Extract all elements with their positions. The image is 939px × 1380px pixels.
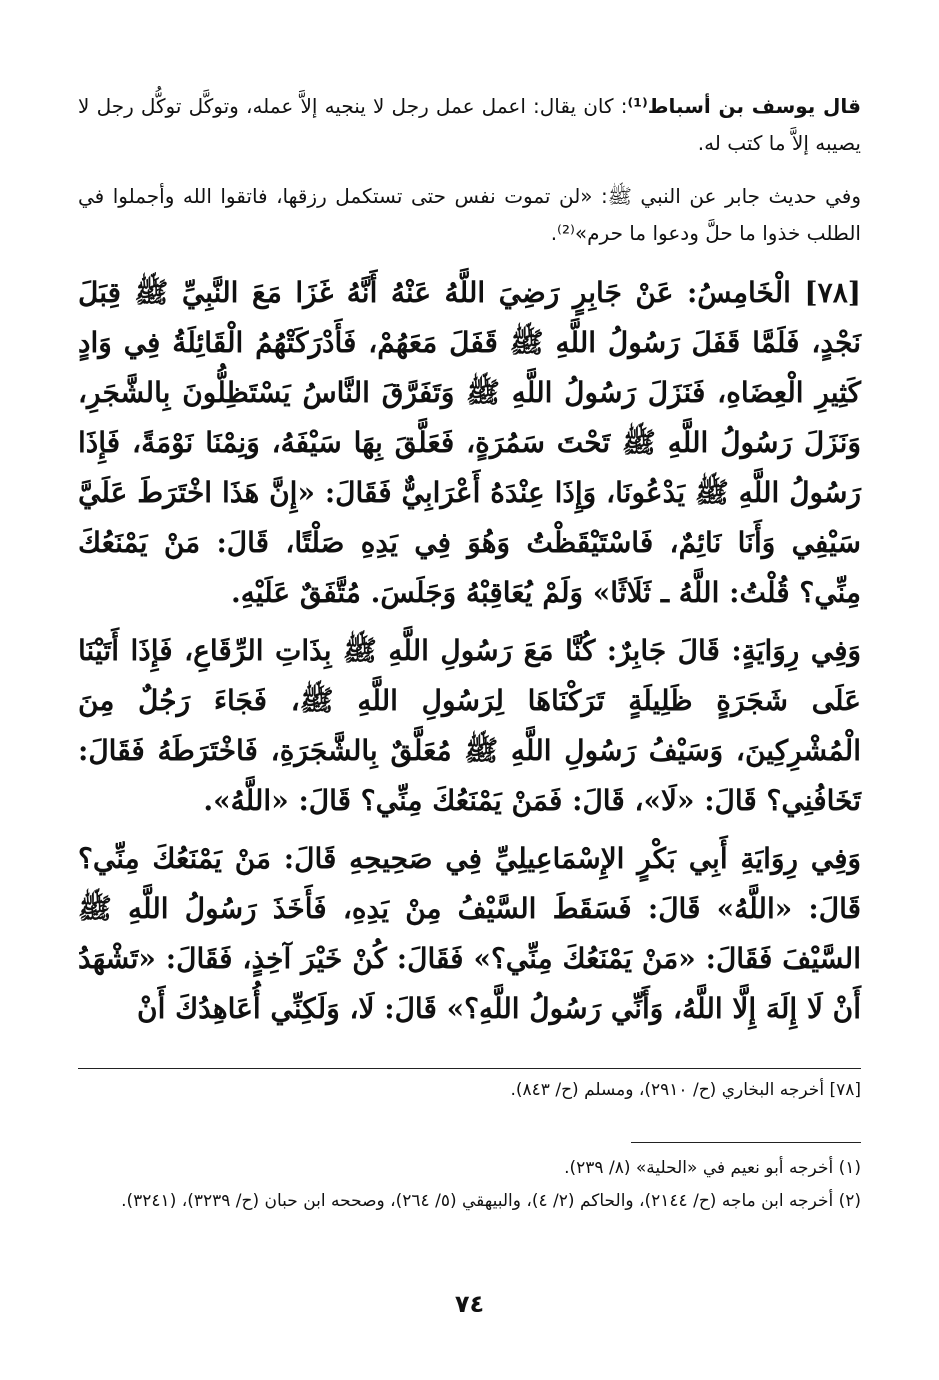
intro-quote: : كان يقال: اعمل عمل رجل لا ينجيه إلاَّ عمله، وتوكَّل توكُّل رجل لا يصيبه إلاَّ ما كتب له. xyxy=(78,94,861,155)
footnote-1: (١) أخرجه أبو نعيم في «الحلية» (٨/ ٢٣٩). xyxy=(564,1158,861,1178)
main-text xyxy=(78,88,861,1042)
takhrij-note: [٧٨] أخرجه البخاري (ح/ ٢٩١٠)، ومسلم (ح/ ٨٤٣). xyxy=(510,1080,861,1100)
footnote-divider xyxy=(631,1142,861,1143)
intro-paragraph-2: وفي حديث جابر عن النبي ﷺ: «لن تموت نفس حتى تستكمل رزقها، فاتقوا الله وأجملوا في الطلب خذوا ما حلَّ ودعوا ما حرم»⁽²⁾. xyxy=(78,184,861,245)
speaker-name: قال يوسف بن أسباط⁽¹⁾ xyxy=(627,94,862,118)
page-number: ٧٤ xyxy=(454,1290,485,1318)
main-divider xyxy=(78,1068,861,1069)
hadith-riwaya-2: وَفِي رِوَايَةِ أَبِي بَكْرٍ الإِسْمَاعِيلِيِّ فِي صَحِيحِهِ قَالَ: مَنْ يَمْنَعُكَ مِنِّي؟ قَالَ: «اللَّهُ» قَالَ: فَسَقَطَ السَّيْفُ مِنْ يَدِهِ، فَأَخَذَ رَسُولُ اللَّهِ ﷺ السَّيْفَ فَقَالَ: «مَنْ يَمْنَعُكَ مِنِّي؟» فَقَالَ: كُنْ خَيْرَ آخِذٍ، فَقَالَ: «تَشْهَدُ أَنْ لَا إِلَهَ إِلَّا اللَّهُ، وَأَنِّي رَسُولُ اللَّهِ؟» قَالَ: لَا، وَلَكِنِّي أُعَاهِدُكَ أَنْ xyxy=(78,842,861,1025)
hadith-riwaya-1: وَفِي رِوَايَةٍ: قَالَ جَابِرٌ: كُنَّا مَعَ رَسُولِ اللَّهِ ﷺ بِذَاتِ الرِّقَاعِ، فَإِذَا أَتَيْنَا عَلَى شَجَرَةٍ ظَلِيلَةٍ تَرَكْنَاهَا لِرَسُولِ اللَّهِ ﷺ، فَجَاءَ رَجُلٌ مِنَ الْمُشْرِكِينَ، وَسَيْفُ رَسُولِ اللَّهِ ﷺ مُعَلَّقٌ بِالشَّجَرَةِ، فَاخْتَرَطَهُ فَقَالَ: تَخَافُنِي؟ قَالَ: «لَا»، قَالَ: فَمَنْ يَمْنَعُكَ مِنِّي؟ قَالَ: «اللَّهُ». xyxy=(78,634,861,817)
intro-paragraph-1 xyxy=(78,88,861,162)
hadith-78: [٧٨] الْخَامِسُ: عَنْ جَابِرٍ رَضِيَ اللَّهُ عَنْهُ أَنَّهُ غَزَا مَعَ النَّبِيِّ ﷺ قِبَلَ نَجْدٍ، فَلَمَّا قَفَلَ رَسُولُ اللَّهِ ﷺ قَفَلَ مَعَهُمْ، فَأَدْرَكَتْهُمُ الْقَائِلَةُ فِي وَادٍ كَثِيرِ الْعِضَاهِ، فَنَزَلَ رَسُولُ اللَّهِ ﷺ وَتَفَرَّقَ النَّاسُ يَسْتَظِلُّونَ بِالشَّجَرِ، وَنَزَلَ رَسُولُ اللَّهِ ﷺ تَحْتَ سَمُرَةٍ، فَعَلَّقَ بِهَا سَيْفَهُ، وَنِمْنَا نَوْمَةً، فَإِذَا رَسُولُ اللَّهِ ﷺ يَدْعُونَا، وَإِذَا عِنْدَهُ أَعْرَابِيٌّ فَقَالَ: «إِنَّ هَذَا اخْتَرَطَ عَلَيَّ سَيْفِي وَأَنَا نَائِمٌ، فَاسْتَيْقَظْتُ وَهُوَ فِي يَدِهِ صَلْتًا، قَالَ: مَنْ يَمْنَعُكَ مِنِّي؟ قُلْتُ: اللَّهُ ـ ثَلَاثًا» وَلَمْ يُعَاقِبْهُ وَجَلَسَ. مُتَّفَقٌ عَلَيْهِ. xyxy=(78,276,861,609)
footnotes xyxy=(78,1153,861,1219)
footnote-2: (٢) أخرجه ابن ماجه (ح/ ٢١٤٤)، والحاكم (٢/ ٤)، والبيهقي (٥/ ٢٦٤)، وصححه ابن حبان (ح/ ٣٢٣٩)، (٣٢٤١). xyxy=(121,1191,861,1211)
